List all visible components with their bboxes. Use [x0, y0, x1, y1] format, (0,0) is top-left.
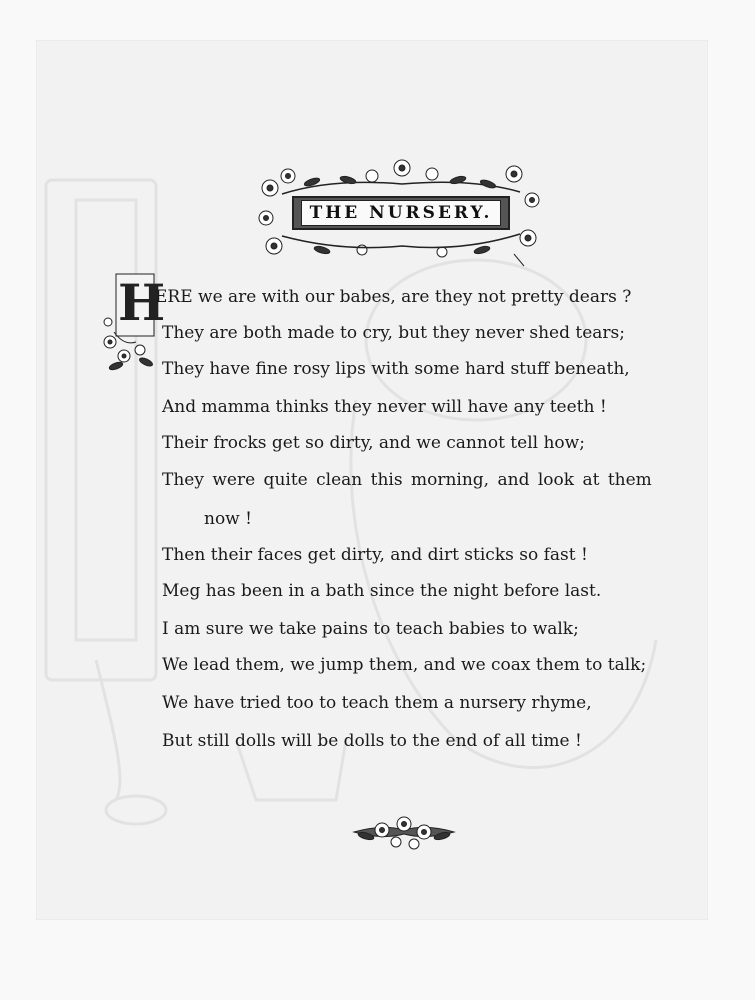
poem-line: But still dolls will be dolls to the end of all time !	[162, 731, 582, 751]
poem-line-continuation: now !	[204, 509, 252, 529]
poem-line: I am sure we take pains to teach babies to walk;	[162, 619, 579, 639]
poem-line-1: ERE we are with our babes, are they not pretty dears ?	[155, 287, 632, 307]
floral-tailpiece-ornament	[352, 810, 456, 854]
poem-line: They were quite clean this morning, and look at them	[162, 470, 652, 490]
poem-line: Their frocks get so dirty, and we cannot tell how;	[162, 433, 585, 453]
poem-line: We have tried too to teach them a nursery rhyme,	[162, 693, 592, 713]
poem-line: And mamma thinks they never will have any teeth !	[162, 397, 607, 417]
poem-line: They are both made to cry, but they never shed tears;	[162, 323, 626, 343]
poem-line: Then their faces get dirty, and dirt sticks so fast !	[162, 545, 588, 565]
poem-line: Meg has been in a bath since the night before last.	[162, 581, 602, 601]
poem-line: They have fine rosy lips with some hard stuff beneath,	[162, 359, 630, 379]
page-title: THE NURSERY.	[301, 200, 502, 226]
drop-cap-letter: H	[118, 273, 166, 332]
poem-line: We lead them, we jump them, and we coax them to talk;	[162, 655, 647, 675]
